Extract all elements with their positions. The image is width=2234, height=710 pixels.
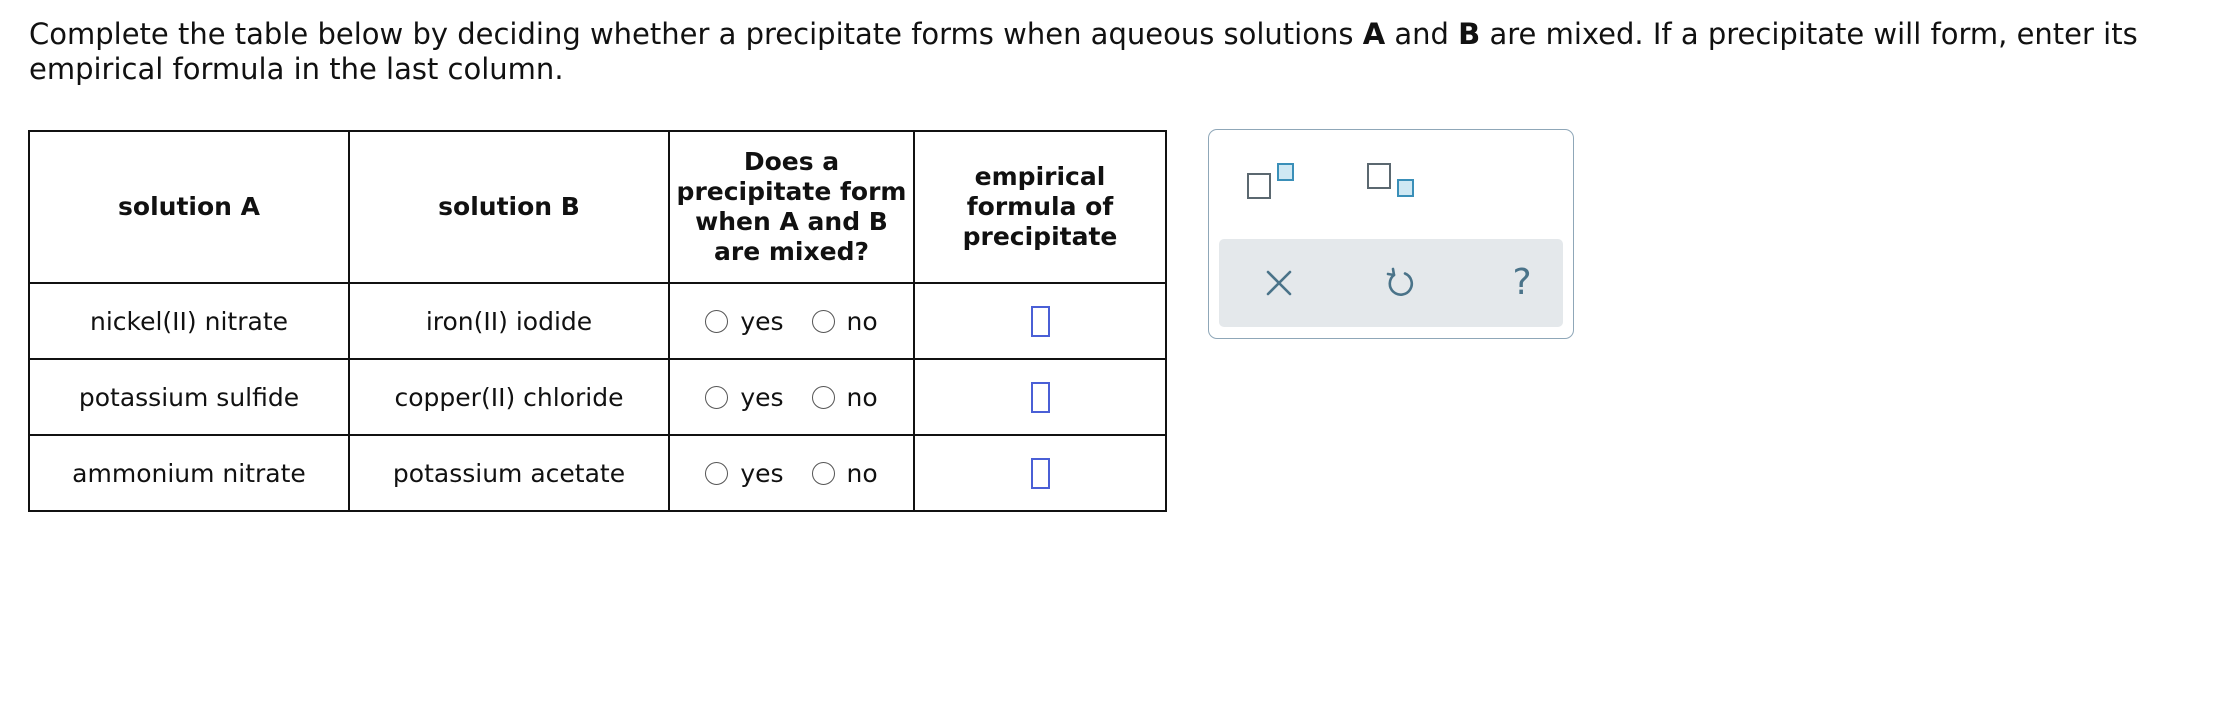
formula-answer-input[interactable]: [1031, 458, 1050, 489]
cell-solution-b: copper(II) chloride: [349, 359, 669, 435]
radio-circle-icon[interactable]: [705, 462, 728, 485]
instructions-part-2: and: [1385, 17, 1459, 51]
radio-circle-icon[interactable]: [705, 386, 728, 409]
tool-action-bar: [1219, 239, 1563, 327]
clear-button[interactable]: [1259, 263, 1299, 303]
superscript-button[interactable]: [1247, 163, 1291, 203]
header-solution-a: [29, 131, 349, 283]
instructions-text: [29, 17, 2229, 87]
subscript-button[interactable]: [1367, 163, 1411, 203]
header-formula-line: precipitate: [962, 222, 1118, 251]
radio-no[interactable]: [812, 307, 878, 336]
header-precipitate-question-line: when A and B: [695, 207, 888, 236]
cell-formula: [914, 283, 1166, 359]
cell-solution-a: potassium sulfide: [29, 359, 349, 435]
radio-circle-icon[interactable]: [812, 386, 835, 409]
header-solution-a-label: solution A: [118, 192, 260, 221]
header-precipitate-question-line: are mixed?: [714, 237, 869, 266]
instructions-bold-a: A: [1362, 17, 1386, 51]
instructions-part-1: Complete the table below by deciding whether a precipitate forms when aqueous solutions: [29, 17, 1363, 51]
radio-no-label: no: [846, 382, 878, 412]
precipitate-table: [28, 130, 1167, 512]
header-formula-line: formula of: [966, 192, 1114, 221]
formula-answer-input[interactable]: [1031, 306, 1050, 337]
cell-precipitate-choice: [669, 359, 914, 435]
precipitate-radio-group: [670, 383, 913, 412]
cell-formula: [914, 435, 1166, 511]
cell-solution-a: ammonium nitrate: [29, 435, 349, 511]
radio-no-label: no: [846, 458, 878, 488]
table-row: [29, 435, 1166, 511]
radio-no[interactable]: [812, 459, 878, 488]
cell-solution-a: nickel(II) nitrate: [29, 283, 349, 359]
header-empirical-formula: [914, 131, 1166, 283]
radio-circle-icon[interactable]: [812, 310, 835, 333]
header-precipitate-question: [669, 131, 914, 283]
undo-button[interactable]: [1380, 263, 1420, 303]
radio-yes-label: yes: [740, 458, 784, 488]
radio-circle-icon[interactable]: [705, 310, 728, 333]
close-icon: [1264, 268, 1294, 298]
header-precipitate-question-line: Does a: [743, 147, 840, 176]
header-formula-line: empirical: [974, 162, 1106, 191]
cell-precipitate-choice: [669, 435, 914, 511]
help-button[interactable]: [1502, 263, 1542, 303]
precipitate-radio-group: [670, 307, 913, 336]
table-header-row: [29, 131, 1166, 283]
formula-answer-input[interactable]: [1031, 382, 1050, 413]
cell-solution-b: iron(II) iodide: [349, 283, 669, 359]
undo-icon: [1383, 266, 1417, 300]
instructions-bold-b: B: [1458, 17, 1481, 51]
table-row: [29, 359, 1166, 435]
radio-no[interactable]: [812, 383, 878, 412]
cell-precipitate-choice: [669, 283, 914, 359]
instructions-part-3: are mixed. If a precipitate will form, enter its empirical formula in the last column.: [29, 17, 2138, 86]
radio-yes[interactable]: [705, 307, 783, 336]
header-precipitate-question-line: precipitate form: [676, 177, 907, 206]
cell-formula: [914, 359, 1166, 435]
header-solution-b: [349, 131, 669, 283]
radio-yes[interactable]: [705, 459, 783, 488]
radio-yes-label: yes: [740, 306, 784, 336]
radio-no-label: no: [846, 306, 878, 336]
radio-yes-label: yes: [740, 382, 784, 412]
help-icon: ?: [1512, 262, 1532, 303]
radio-circle-icon[interactable]: [812, 462, 835, 485]
header-solution-b-label: solution B: [438, 192, 580, 221]
precipitate-radio-group: [670, 459, 913, 488]
cell-solution-b: potassium acetate: [349, 435, 669, 511]
formula-tool-panel: [1208, 129, 1574, 339]
table-row: [29, 283, 1166, 359]
radio-yes[interactable]: [705, 383, 783, 412]
